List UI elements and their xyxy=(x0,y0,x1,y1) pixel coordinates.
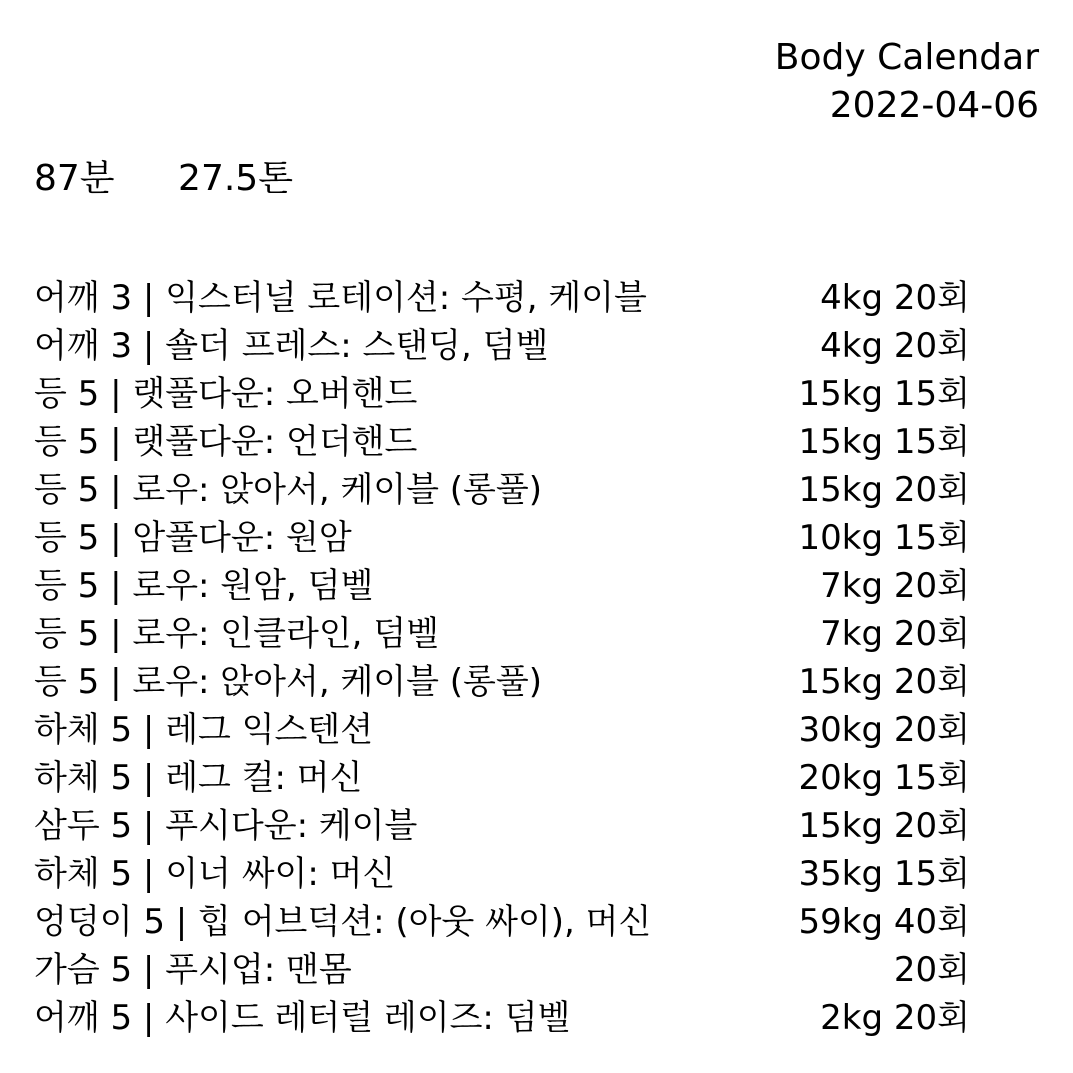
exercise-name: 하체 5 | 레그 익스텐션 xyxy=(34,709,374,750)
exercise-row xyxy=(34,462,970,510)
app-title: Body Calendar xyxy=(774,37,1039,78)
exercise-name: 엉덩이 5 | 힙 어브덕션: (아웃 싸이), 머신 xyxy=(34,901,652,942)
exercise-name: 하체 5 | 레그 컬: 머신 xyxy=(34,757,363,798)
exercise-name: 등 5 | 로우: 앉아서, 케이블 (롱풀) xyxy=(34,661,543,702)
exercise-amount: 15kg 20회 xyxy=(798,661,970,702)
exercise-amount: 20회 xyxy=(893,949,970,990)
total-weight: 27.5톤 xyxy=(178,158,293,199)
exercise-row xyxy=(34,606,970,654)
exercise-row xyxy=(34,270,970,318)
exercise-amount: 20kg 15회 xyxy=(798,757,970,798)
duration: 87분 xyxy=(34,158,115,199)
exercise-row xyxy=(34,846,970,894)
exercise-amount: 2kg 20회 xyxy=(820,997,970,1038)
exercise-row xyxy=(34,990,970,1038)
exercise-list xyxy=(34,270,970,1038)
exercise-name: 하체 5 | 이너 싸이: 머신 xyxy=(34,853,396,894)
exercise-name: 등 5 | 로우: 앉아서, 케이블 (롱풀) xyxy=(34,469,543,510)
exercise-name: 등 5 | 암풀다운: 원암 xyxy=(34,517,352,558)
exercise-amount: 35kg 15회 xyxy=(798,853,970,894)
exercise-name: 등 5 | 로우: 인클라인, 덤벨 xyxy=(34,613,439,654)
exercise-row xyxy=(34,414,970,462)
exercise-amount: 7kg 20회 xyxy=(820,565,970,606)
workout-summary xyxy=(34,155,293,203)
exercise-amount: 30kg 20회 xyxy=(798,709,970,750)
exercise-amount: 59kg 40회 xyxy=(798,901,970,942)
exercise-row xyxy=(34,894,970,942)
exercise-name: 등 5 | 랫풀다운: 오버핸드 xyxy=(34,373,418,414)
exercise-row xyxy=(34,654,970,702)
exercise-name: 어깨 3 | 숄더 프레스: 스탠딩, 덤벨 xyxy=(34,325,549,366)
exercise-name: 삼두 5 | 푸시다운: 케이블 xyxy=(34,805,418,846)
exercise-name: 등 5 | 로우: 원암, 덤벨 xyxy=(34,565,374,606)
exercise-amount: 4kg 20회 xyxy=(820,325,970,366)
header xyxy=(775,34,1039,130)
exercise-row xyxy=(34,750,970,798)
workout-date: 2022-04-06 xyxy=(829,85,1039,126)
exercise-row xyxy=(34,942,970,990)
exercise-amount: 4kg 20회 xyxy=(820,277,970,318)
exercise-row xyxy=(34,798,970,846)
exercise-name: 어깨 3 | 익스터널 로테이션: 수평, 케이블 xyxy=(34,277,647,318)
exercise-row xyxy=(34,366,970,414)
exercise-name: 등 5 | 랫풀다운: 언더핸드 xyxy=(34,421,418,462)
exercise-amount: 15kg 15회 xyxy=(798,373,970,414)
exercise-row xyxy=(34,558,970,606)
exercise-row xyxy=(34,702,970,750)
exercise-name: 어깨 5 | 사이드 레터럴 레이즈: 덤벨 xyxy=(34,997,571,1038)
exercise-amount: 15kg 20회 xyxy=(798,805,970,846)
exercise-name: 가슴 5 | 푸시업: 맨몸 xyxy=(34,949,352,990)
exercise-amount: 15kg 15회 xyxy=(798,421,970,462)
exercise-row xyxy=(34,510,970,558)
exercise-amount: 10kg 15회 xyxy=(798,517,970,558)
exercise-amount: 15kg 20회 xyxy=(798,469,970,510)
exercise-amount: 7kg 20회 xyxy=(820,613,970,654)
exercise-row xyxy=(34,318,970,366)
